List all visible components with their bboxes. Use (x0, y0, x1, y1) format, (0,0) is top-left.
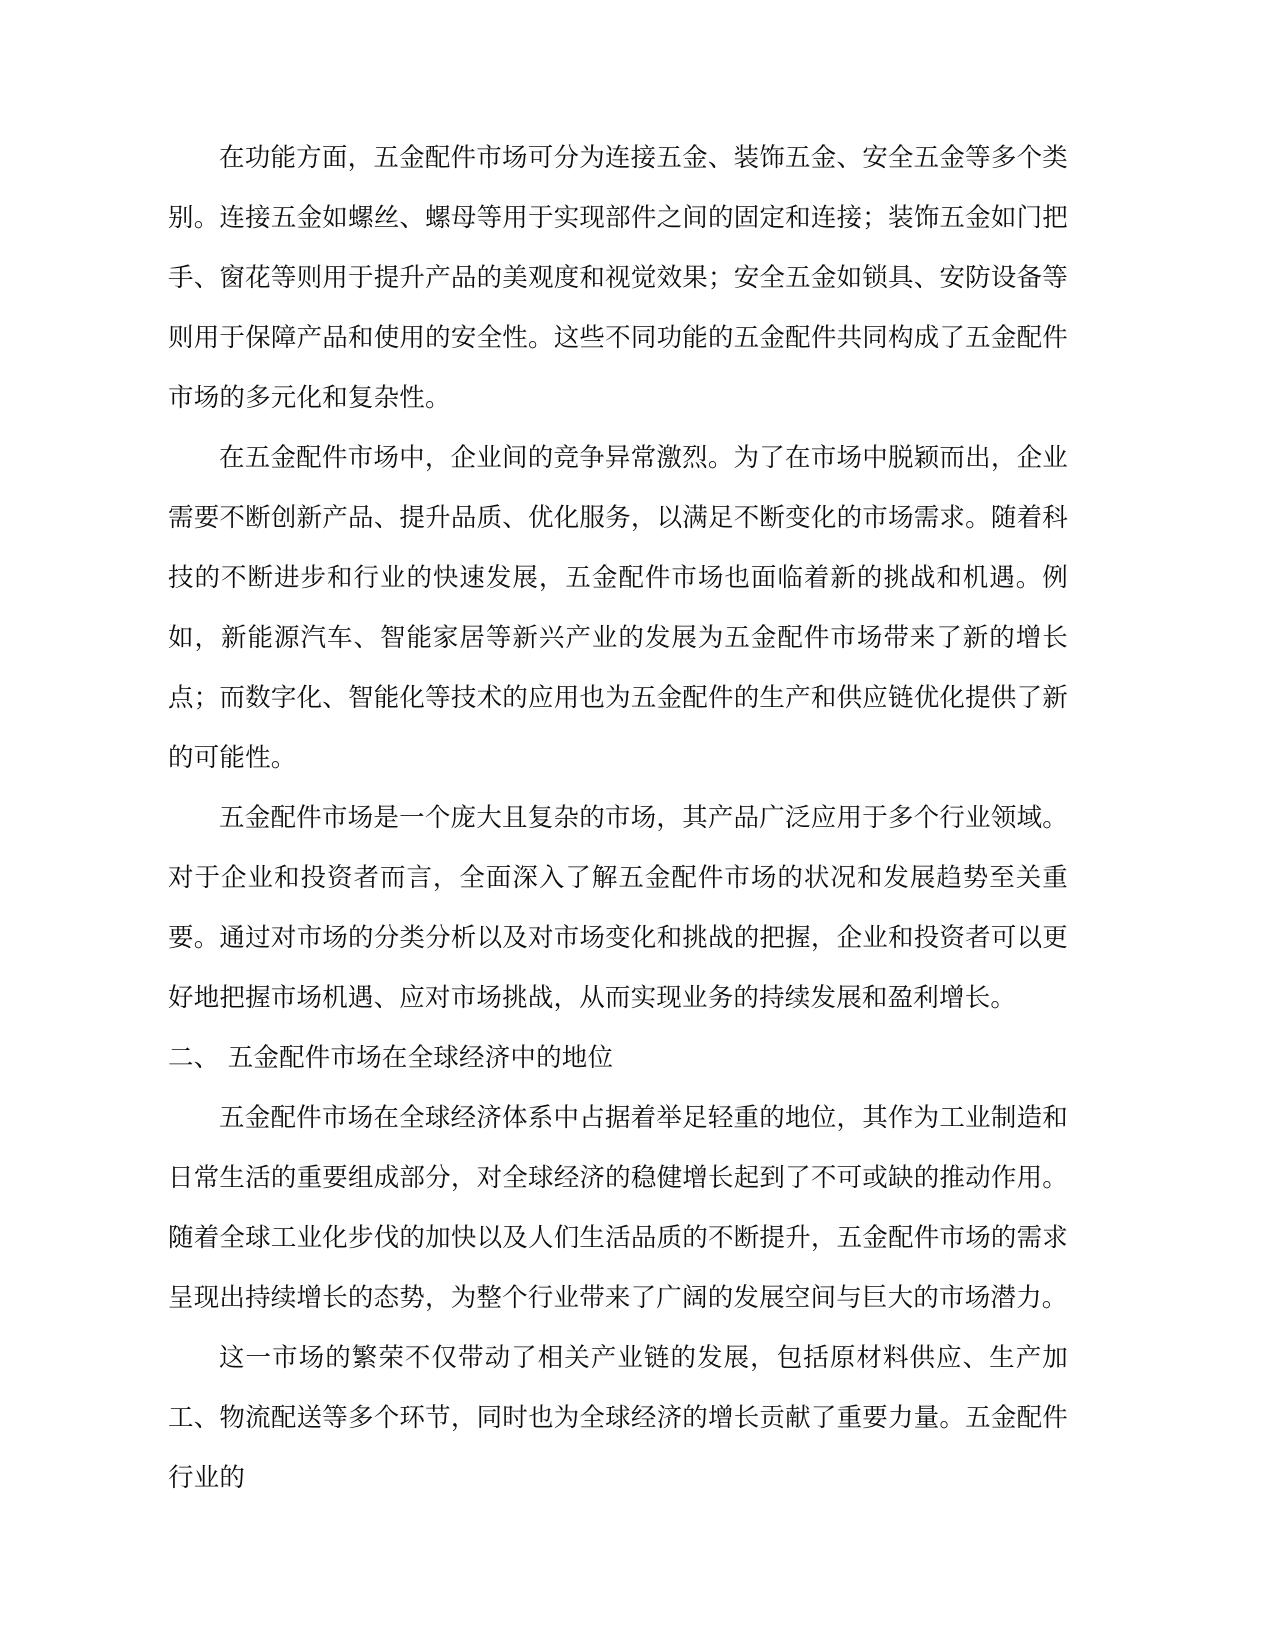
document-text-column (168, 128, 1068, 1508)
body-paragraph-3: 五金配件市场是一个庞大且复杂的市场，其产品广泛应用于多个行业领域。对于企业和投资者而言，全面深入了解五金配件市场的状况和发展趋势至关重要。通过对市场的分类分析以及对市场变化和挑战的把握，企业和投资者可以更好地把握市场机遇、应对市场挑战，从而实现业务的持续发展和盈利增长。 (168, 803, 1068, 1013)
body-paragraph-4: 五金配件市场在全球经济体系中占据着举足轻重的地位，其作为工业制造和日常生活的重要组成部分，对全球经济的稳健增长起到了不可或缺的推动作用。随着全球工业化步伐的加快以及人们生活品质的不断提升，五金配件市场的需求呈现出持续增长的态势，为整个行业带来了广阔的发展空间与巨大的市场潜力。 (168, 1103, 1068, 1313)
body-paragraph-5: 这一市场的繁荣不仅带动了相关产业链的发展，包括原材料供应、生产加工、物流配送等多个环节，同时也为全球经济的增长贡献了重要力量。五金配件行业的 (168, 1343, 1068, 1493)
body-paragraph-1: 在功能方面，五金配件市场可分为连接五金、装饰五金、安全五金等多个类别。连接五金如螺丝、螺母等用于实现部件之间的固定和连接；装饰五金如门把手、窗花等则用于提升产品的美观度和视觉效果；安全五金如锁具、安防设备等则用于保障产品和使用的安全性。这些不同功能的五金配件共同构成了五金配件市场的多元化和复杂性。 (168, 143, 1068, 413)
body-paragraph-2: 在五金配件市场中，企业间的竞争异常激烈。为了在市场中脱颖而出，企业需要不断创新产品、提升品质、优化服务，以满足不断变化的市场需求。随着科技的不断进步和行业的快速发展，五金配件市场也面临着新的挑战和机遇。例如，新能源汽车、智能家居等新兴产业的发展为五金配件市场带来了新的增长点；而数字化、智能化等技术的应用也为五金配件的生产和供应链优化提供了新的可能性。 (168, 443, 1068, 773)
section-heading-two: 二、 五金配件市场在全球经济中的地位 (168, 1043, 614, 1073)
